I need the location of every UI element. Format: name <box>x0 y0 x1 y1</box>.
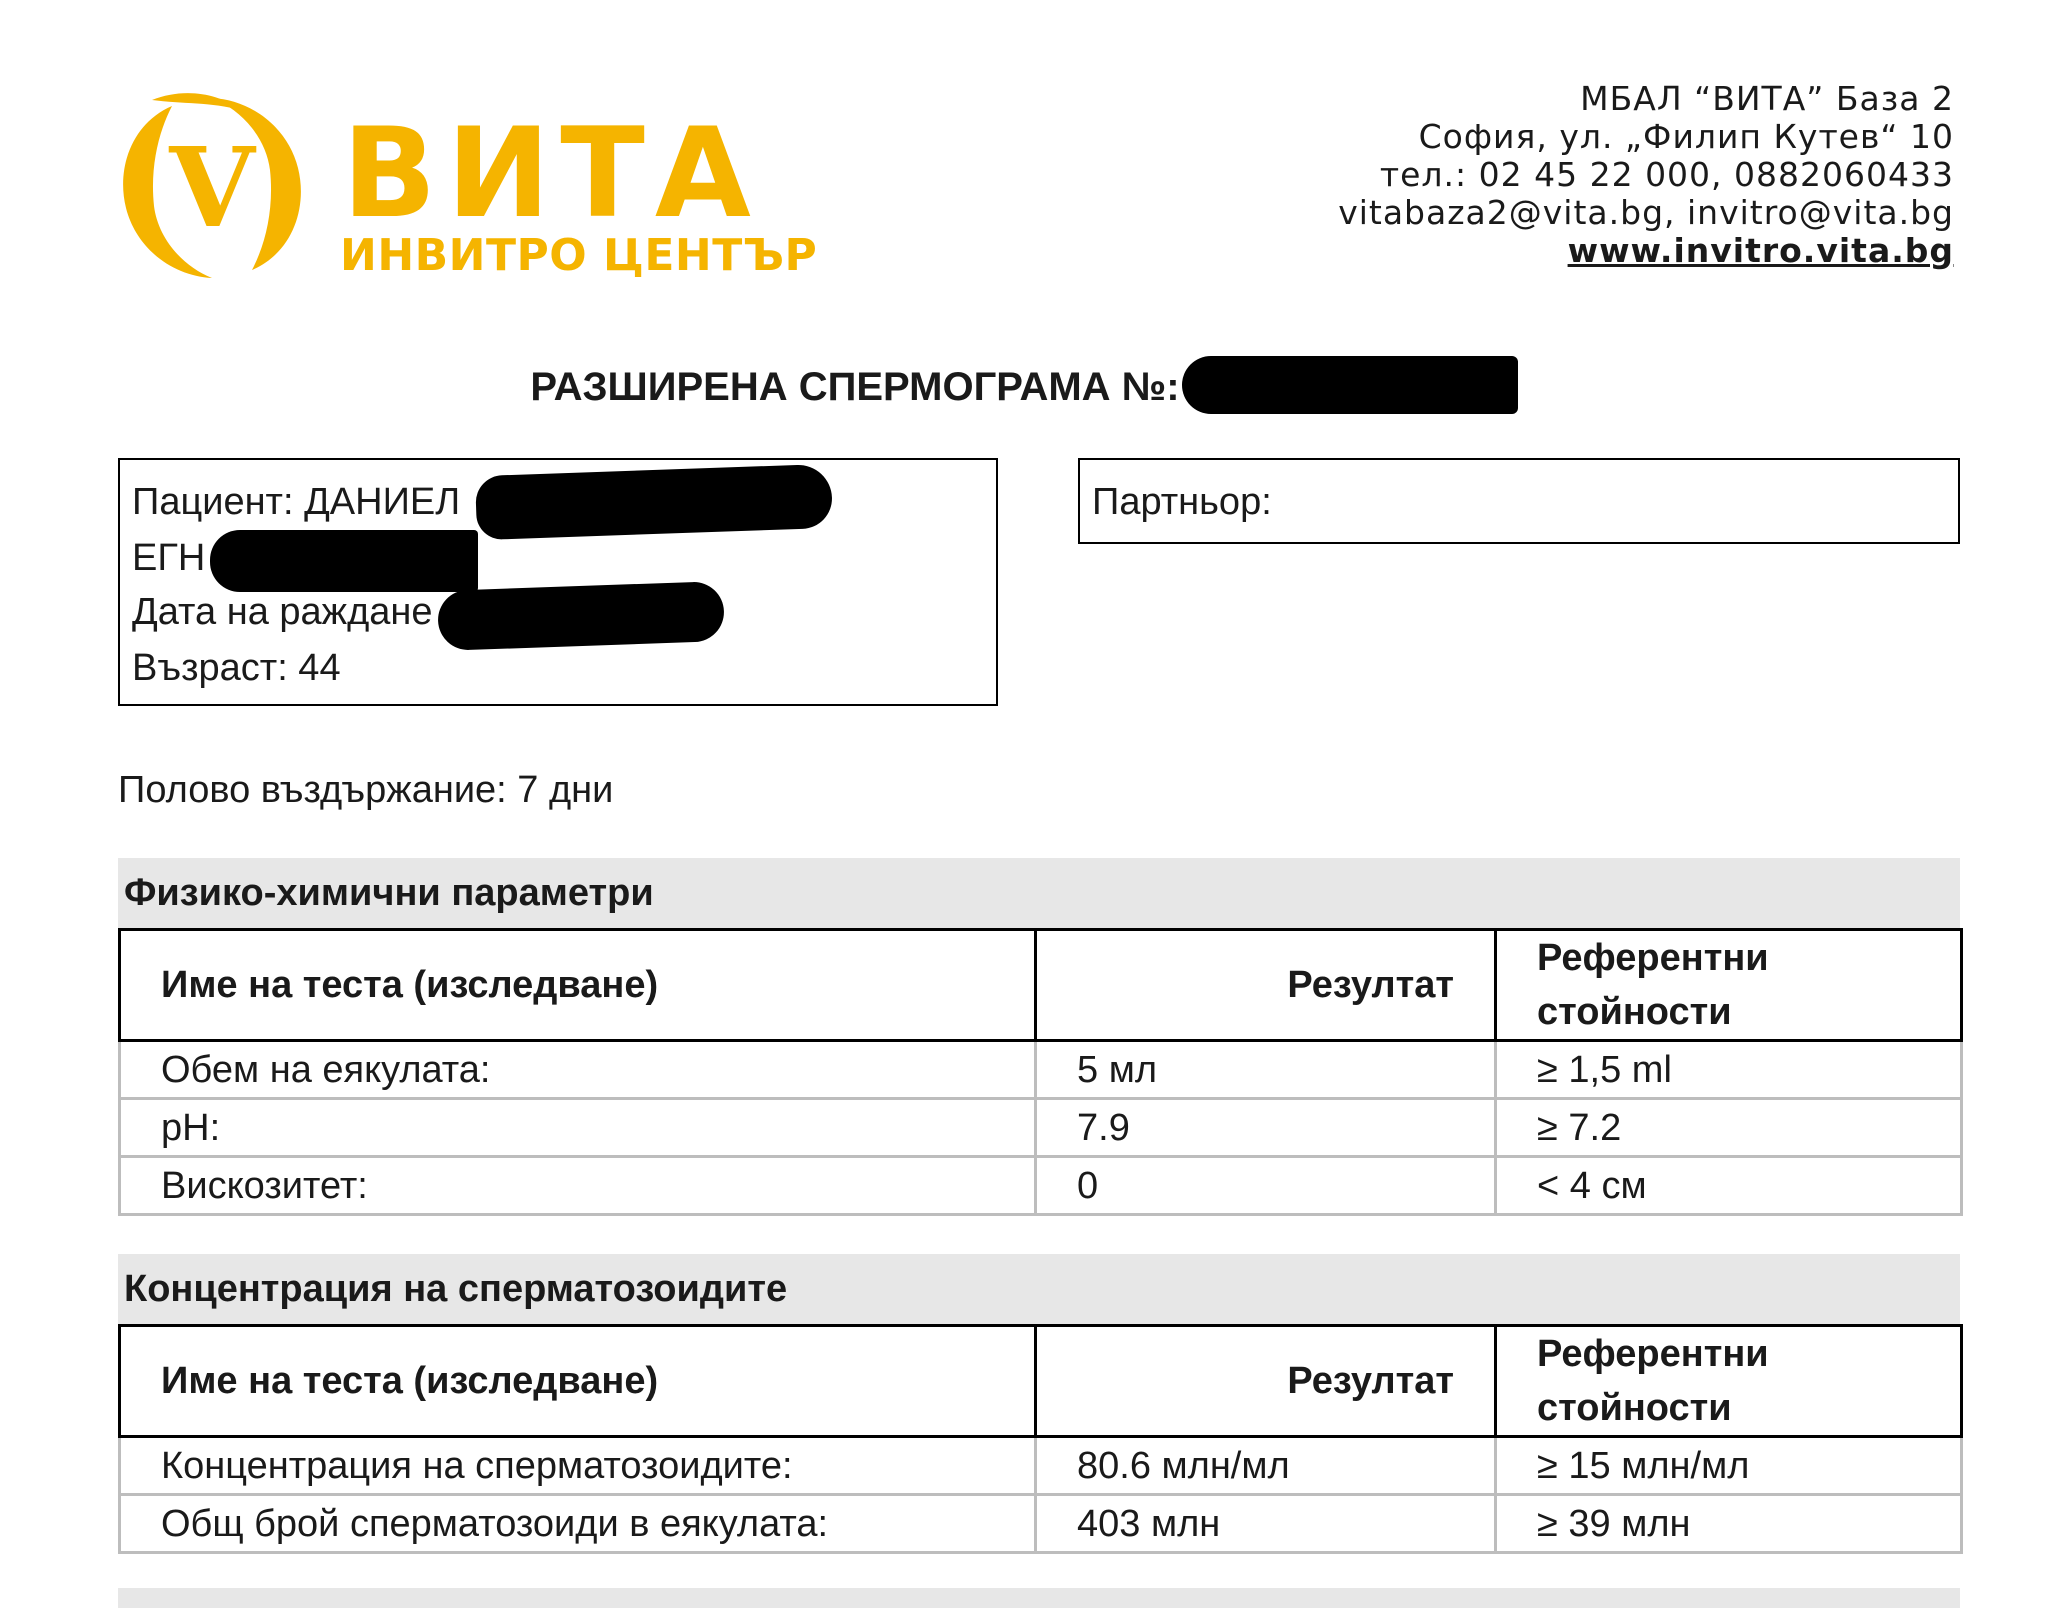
test-name: Обем на еякулата: <box>120 1041 1036 1099</box>
next-section-header <box>118 1588 1960 1608</box>
test-reference: ≥ 15 млн/мл <box>1496 1437 1962 1495</box>
patient-egn: ЕГН <box>132 537 206 579</box>
contact-block <box>1338 80 1954 270</box>
test-result: 403 млн <box>1036 1495 1496 1553</box>
partner-box <box>1078 458 1960 544</box>
column-header-test: Име на теста (изследване) <box>120 1326 1036 1437</box>
test-name: Концентрация на сперматозоидите: <box>120 1437 1036 1495</box>
column-header-test: Име на теста (изследване) <box>120 930 1036 1041</box>
physico-chemical-table <box>118 928 1963 1216</box>
phone: тел.: 02 45 22 000, 0882060433 <box>1379 155 1954 194</box>
test-name: Общ брой сперматозоиди в еякулата: <box>120 1495 1036 1553</box>
concentration-table <box>118 1324 1963 1554</box>
redaction-mark <box>210 530 478 592</box>
table-row <box>120 1041 1962 1099</box>
redaction-mark <box>475 464 833 540</box>
test-result: 0 <box>1036 1157 1496 1215</box>
column-header-reference: Референтни стойности <box>1496 1326 1962 1437</box>
address: София, ул. „Филип Кутев“ 10 <box>1418 117 1954 156</box>
patient-box <box>118 458 998 706</box>
document-title <box>0 356 2048 414</box>
column-header-reference: Референтни стойности <box>1496 930 1962 1041</box>
emails: vitabaza2@vita.bg, invitro@vita.bg <box>1338 193 1954 232</box>
test-reference: ≥ 39 млн <box>1496 1495 1962 1553</box>
table-row <box>120 1495 1962 1553</box>
test-result: 80.6 млн/мл <box>1036 1437 1496 1495</box>
table-row <box>120 1157 1962 1215</box>
abstinence-info: Полово въздържание: 7 дни <box>118 769 614 811</box>
test-name: Вискозитет: <box>120 1157 1036 1215</box>
patient-name: Пациент: ДАНИЕЛ <box>132 481 461 523</box>
test-result: 7.9 <box>1036 1099 1496 1157</box>
table-row <box>120 1099 1962 1157</box>
column-header-result: Резултат <box>1036 1326 1496 1437</box>
logo-letter: V <box>169 123 255 252</box>
patient-age: Възраст: 44 <box>132 647 341 689</box>
partner-label: Партньор: <box>1092 481 1272 523</box>
hospital-name: МБАЛ “ВИТА” База 2 <box>1580 79 1954 118</box>
column-header-result: Резултат <box>1036 930 1496 1041</box>
test-reference: ≥ 7.2 <box>1496 1099 1962 1157</box>
website-link[interactable]: www.invitro.vita.bg <box>1567 231 1954 270</box>
table-row <box>120 1437 1962 1495</box>
title-text: РАЗШИРЕНА СПЕРМОГРАМА №: <box>530 365 1180 409</box>
section-title-concentration: Концентрация на сперматозоидите <box>118 1254 1960 1324</box>
test-reference: ≥ 1,5 ml <box>1496 1041 1962 1099</box>
section-title-physico-chemical: Физико-химични параметри <box>118 858 1960 928</box>
redaction-mark <box>1182 356 1518 414</box>
test-result: 5 мл <box>1036 1041 1496 1099</box>
redaction-mark <box>437 581 725 651</box>
brand-name: ВИТА <box>342 102 761 246</box>
brand-subtitle: ИНВИТРО ЦЕНТЪР <box>340 230 818 281</box>
test-reference: < 4 см <box>1496 1157 1962 1215</box>
vita-logo-icon <box>112 88 312 288</box>
test-name: pH: <box>120 1099 1036 1157</box>
patient-birth-date: Дата на раждане <box>132 591 433 633</box>
